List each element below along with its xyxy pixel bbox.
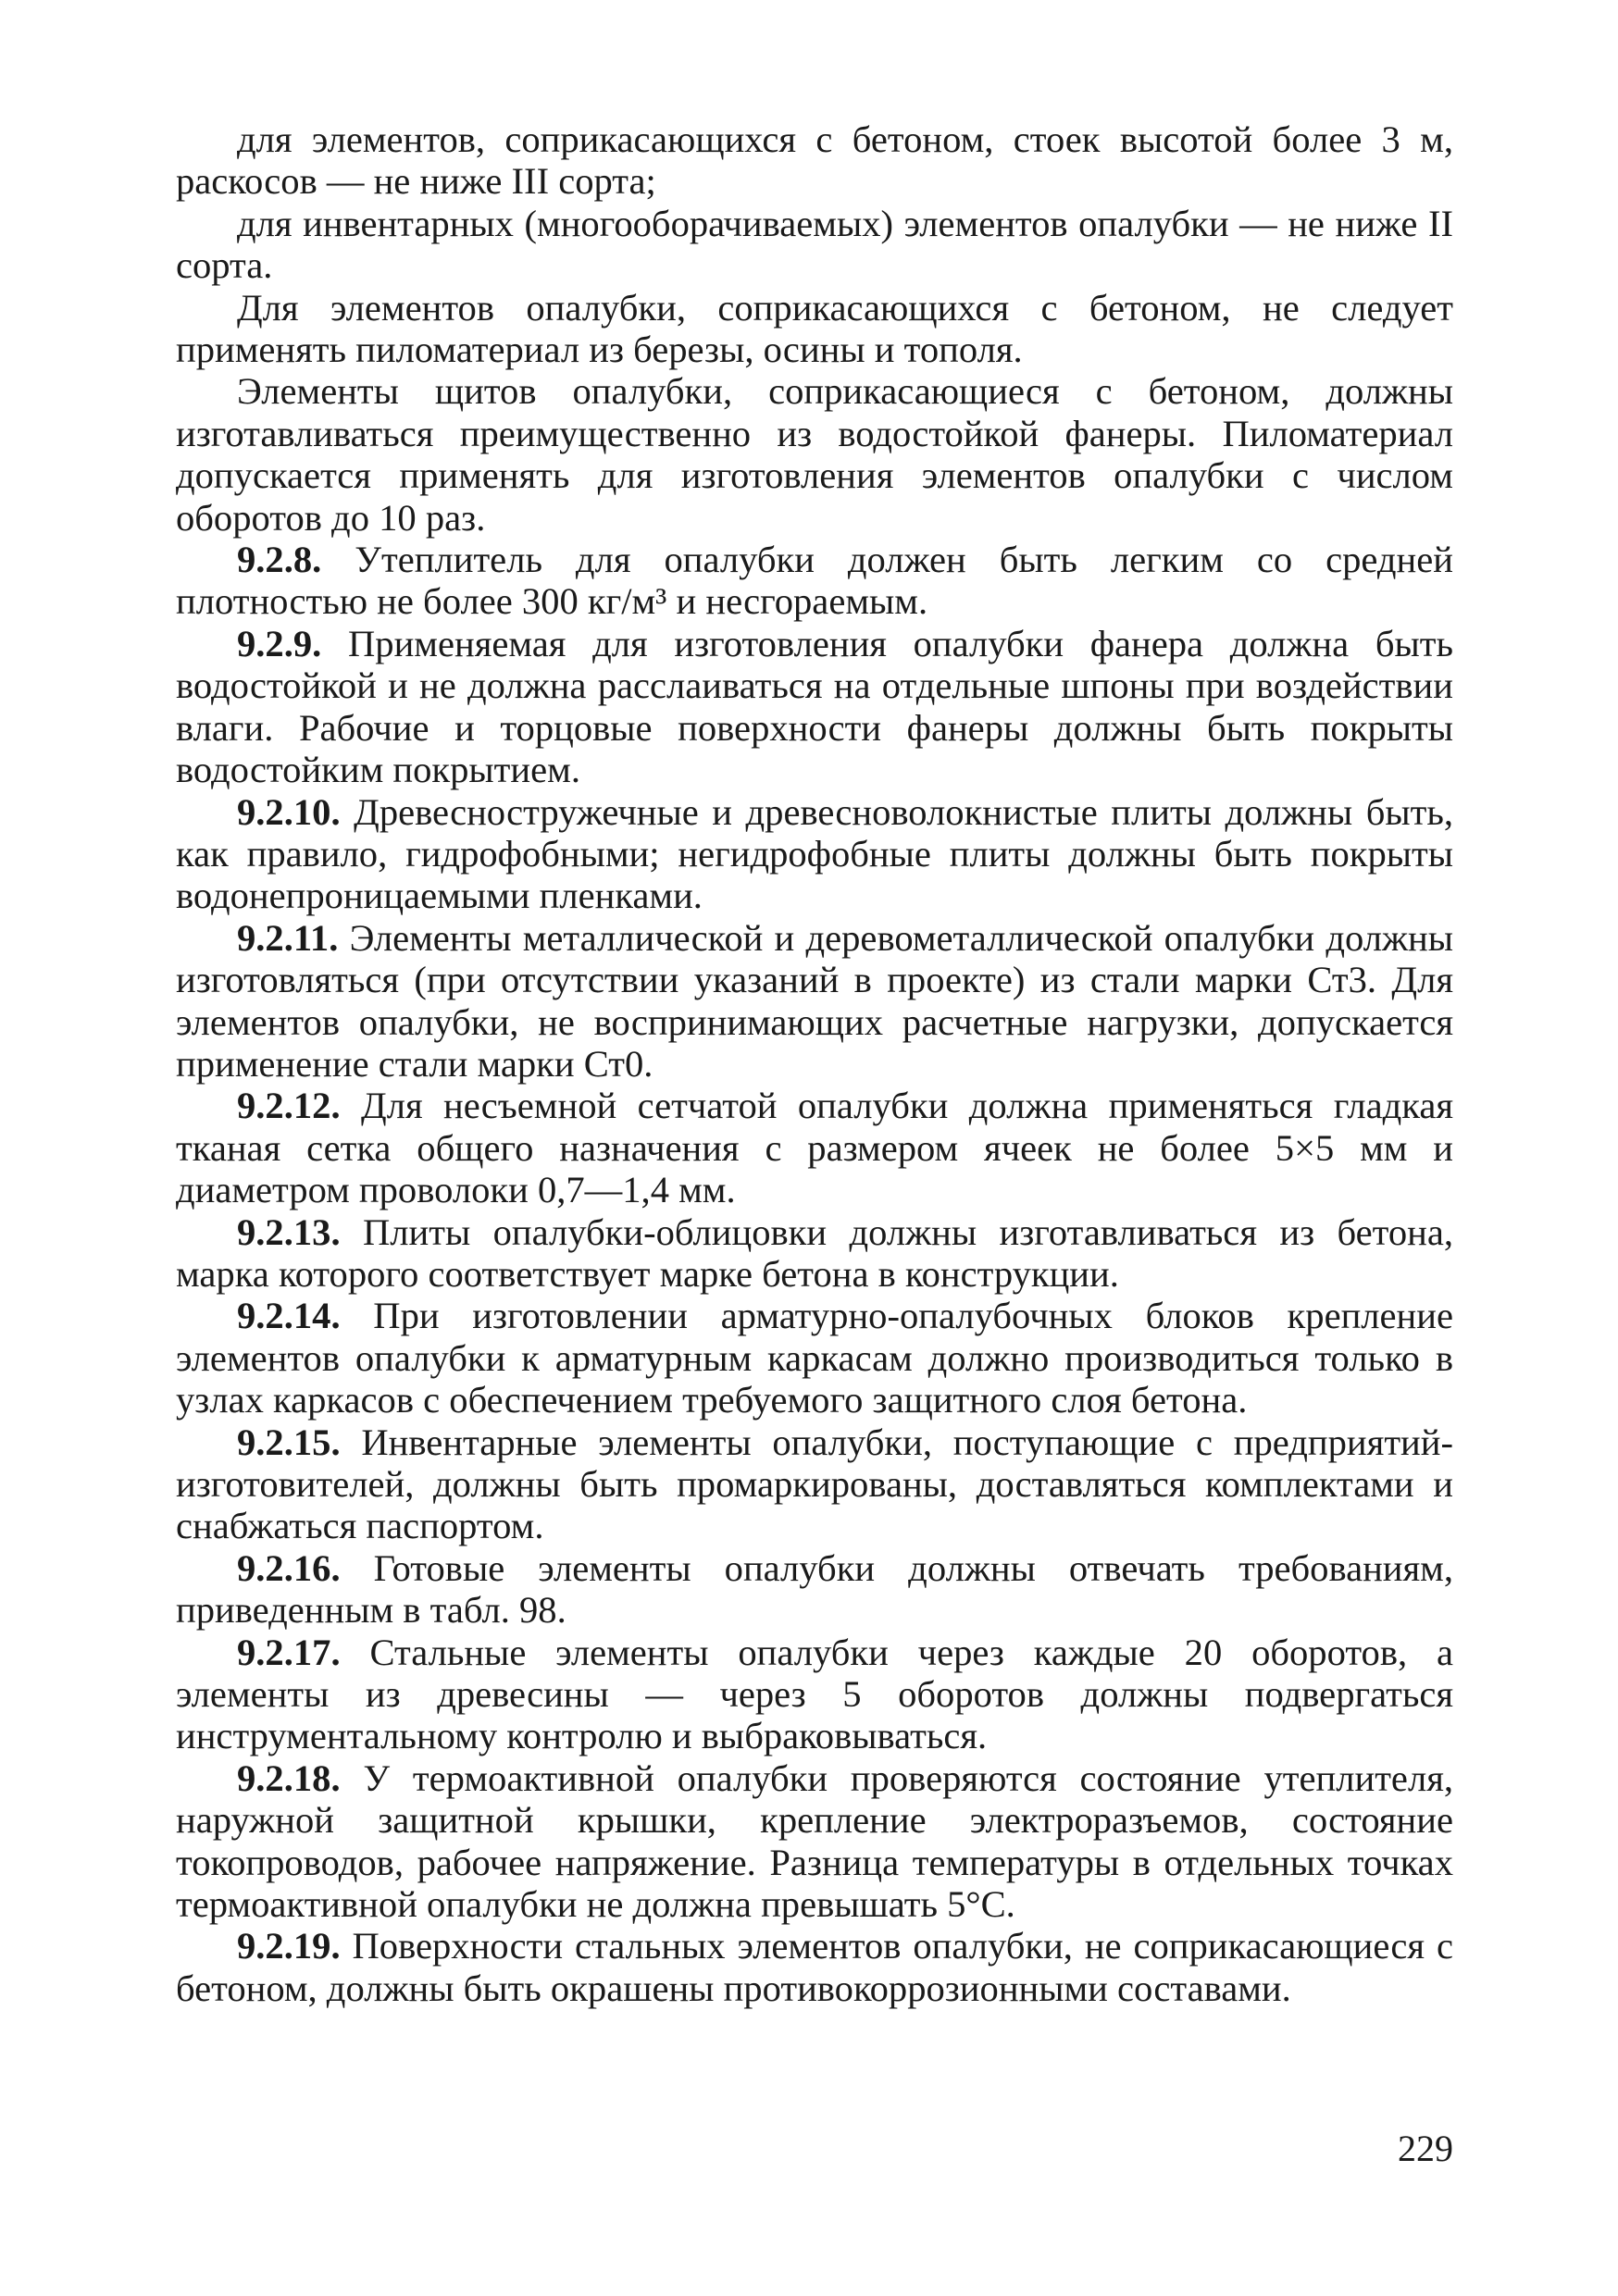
clause-9-2-13: 9.2.13. Плиты опалубки-облицовки должны изготавливаться из бетона, марка которого соответствует марке бетона в конструкции.: [176, 1210, 1453, 1295]
page-number: 229: [1398, 2128, 1453, 2169]
clause-number: 9.2.19.: [237, 1925, 341, 1967]
clause-9-2-12: 9.2.12. Для несъемной сетчатой опалубки должна применяться гладкая тканая сетка общего назначения с размером ячеек не более 5×5 мм и диаметром проволоки 0,7—1,4 мм.: [176, 1085, 1453, 1211]
clause-number: 9.2.8.: [237, 539, 322, 581]
document-page: [176, 118, 1453, 2009]
clause-number: 9.2.12.: [237, 1085, 341, 1127]
paragraph: для элементов, соприкасающихся с бетоном, стоек высотой более 3 м, раскосов — не ниже III сорта;: [176, 118, 1453, 203]
clause-9-2-18: 9.2.18. У термоактивной опалубки проверяются состояние утеплителя, наружной защитной крышки, крепление электроразъемов, состояние токопроводов, рабочее напряжение. Разница температуры в отдельных точках термоактивной опалубки не должна превышать 5°C.: [176, 1756, 1454, 1926]
paragraph: для инвентарных (многооборачиваемых) элементов опалубки — не ниже II сорта.: [176, 202, 1453, 287]
clause-9-2-19: 9.2.19. Поверхности стальных элементов опалубки, не соприкасающиеся с бетоном, должны быть окрашены противокоррозионными составами.: [176, 1925, 1453, 2009]
clause-number: 9.2.14.: [237, 1295, 341, 1337]
clause-number: 9.2.15.: [237, 1421, 341, 1463]
clause-9-2-9: 9.2.9. Применяемая для изготовления опалубки фанера должна быть водостойкой и не должна расслаиваться на отдельные шпоны при воздействии влаги. Рабочие и торцовые поверхности фанеры должны быть покрыты водостойким покрытием.: [176, 622, 1453, 791]
clause-9-2-14: 9.2.14. При изготовлении арматурно-опалубочных блоков крепление элементов опалубки к арматурным каркасам должно производиться только в узлах каркасов с обеспечением требуемого защитного слоя бетона.: [176, 1295, 1453, 1421]
clause-number: 9.2.18.: [237, 1756, 341, 1799]
clause-9-2-16: 9.2.16. Готовые элементы опалубки должны отвечать требованиям, приведенным в табл. 98.: [176, 1546, 1453, 1632]
clause-number: 9.2.9.: [237, 622, 322, 664]
paragraph: Для элементов опалубки, соприкасающихся с бетоном, не следует применять пиломатериал из березы, осины и тополя.: [176, 286, 1453, 371]
clause-number: 9.2.17.: [237, 1631, 341, 1673]
clause-9-2-15: 9.2.15. Инвентарные элементы опалубки, поступающие с предприятий-изготовителей, должны быть промаркированы, доставляться комплектами и снабжаться паспортом.: [176, 1421, 1453, 1547]
clause-number: 9.2.10.: [237, 790, 341, 833]
clause-number: 9.2.11.: [237, 916, 339, 959]
clause-9-2-11: 9.2.11. Элементы металлической и деревометаллической опалубки должны изготовляться (при отсутствии указаний в проекте) из стали марки Ст3. Для элементов опалубки, не воспринимающих расчетные нагрузки, допускается применение стали марки Ст0.: [176, 916, 1453, 1085]
clause-9-2-10: 9.2.10. Древесностружечные и древесноволокнистые плиты должны быть, как правило, гидрофобными; негидрофобные плиты должны быть покрыты водонепроницаемыми пленками.: [176, 790, 1453, 917]
clause-number: 9.2.16.: [237, 1546, 341, 1589]
clause-9-2-17: 9.2.17. Стальные элементы опалубки через каждые 20 оборотов, а элементы из древесины — через 5 оборотов должны подвергаться инструментальному контролю и выбраковываться.: [176, 1631, 1453, 1757]
paragraph: Элементы щитов опалубки, соприкасающиеся с бетоном, должны изготавливаться преимущественно из водостойкой фанеры. Пиломатериал допускается применять для изготовления элементов опалубки с числом оборотов до 10 раз.: [176, 370, 1453, 539]
clause-9-2-8: 9.2.8. Утеплитель для опалубки должен быть легким со средней плотностью не более 300 кг/м³ и несгораемым.: [176, 539, 1453, 623]
clause-number: 9.2.13.: [237, 1210, 341, 1253]
